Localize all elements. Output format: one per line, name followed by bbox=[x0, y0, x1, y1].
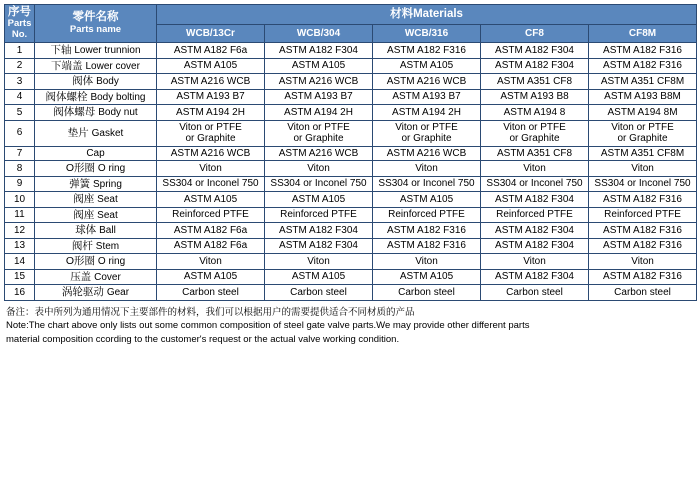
row-index: 15 bbox=[5, 269, 35, 285]
part-name-en: Lower trunnion bbox=[74, 45, 141, 57]
row-material-value bbox=[481, 120, 589, 146]
row-material-value bbox=[373, 254, 481, 270]
material-text: Reinforced PTFE bbox=[496, 209, 573, 221]
part-name-en: Body nut bbox=[98, 107, 138, 119]
row-material-value bbox=[481, 146, 589, 161]
row-material-value bbox=[373, 192, 481, 208]
note-line-en-2: material composition ccording to the customer's request or the actual valve working condition. bbox=[6, 334, 400, 346]
row-material-value bbox=[589, 120, 697, 146]
part-name-en: Seat bbox=[97, 194, 118, 206]
material-text: ASTM A182 F304 bbox=[495, 240, 574, 252]
row-index: 12 bbox=[5, 223, 35, 239]
material-text: Viton or PTFE bbox=[395, 121, 458, 133]
material-text: ASTM A182 F304 bbox=[495, 271, 574, 283]
row-material-value bbox=[589, 105, 697, 121]
material-text: ASTM A182 F316 bbox=[603, 44, 682, 56]
material-text: ASTM A182 F304 bbox=[495, 224, 574, 236]
part-name-en: Gear bbox=[106, 287, 130, 299]
table-row bbox=[5, 161, 697, 177]
part-name-cn: 压盖 bbox=[70, 270, 95, 283]
table-row bbox=[5, 89, 697, 105]
material-text: ASTM A193 B7 bbox=[284, 91, 353, 103]
row-material-value bbox=[481, 269, 589, 285]
material-text: Viton bbox=[631, 162, 654, 174]
part-name-cn: 阀座 bbox=[73, 193, 98, 206]
material-text: Viton or PTFE bbox=[287, 121, 350, 133]
row-material-value bbox=[157, 161, 265, 177]
material-text: SS304 or Inconel 750 bbox=[270, 178, 367, 190]
material-text: Reinforced PTFE bbox=[172, 209, 249, 221]
part-name-en: Stem bbox=[95, 240, 120, 252]
row-part-name bbox=[35, 223, 157, 239]
row-part-name bbox=[35, 161, 157, 177]
part-name-cn: 阀体螺母 bbox=[53, 106, 99, 119]
material-text: ASTM A182 F6a bbox=[173, 224, 248, 236]
row-material-value bbox=[265, 74, 373, 90]
material-text: ASTM A182 F316 bbox=[603, 193, 682, 205]
material-text: ASTM A351 CF8 bbox=[496, 75, 573, 87]
header-index bbox=[5, 5, 35, 43]
part-name-en: Gasket bbox=[91, 127, 124, 139]
material-text: SS304 or Inconel 750 bbox=[594, 178, 691, 190]
material-text: Carbon steel bbox=[182, 286, 239, 298]
row-material-value bbox=[265, 161, 373, 177]
header-col-wcb-13cr: WCB/13Cr bbox=[157, 25, 265, 43]
material-text: Reinforced PTFE bbox=[604, 209, 681, 221]
material-text: ASTM A193 B8M bbox=[604, 91, 681, 103]
part-name-cn: 弹簧 bbox=[69, 177, 93, 190]
material-text: Carbon steel bbox=[290, 286, 347, 298]
row-material-value bbox=[481, 238, 589, 254]
material-text: ASTM A182 F304 bbox=[495, 193, 574, 205]
part-name-cn: 下轴 bbox=[50, 44, 75, 57]
material-text: SS304 or Inconel 750 bbox=[162, 178, 259, 190]
row-material-value bbox=[481, 192, 589, 208]
material-text: ASTM A182 F316 bbox=[603, 271, 682, 283]
table-row bbox=[5, 238, 697, 254]
material-text: ASTM A105 bbox=[183, 271, 238, 283]
row-material-value bbox=[265, 120, 373, 146]
row-index: 2 bbox=[5, 58, 35, 74]
material-text: ASTM A351 CF8 bbox=[496, 147, 573, 159]
header-col-wcb-304: WCB/304 bbox=[265, 25, 373, 43]
row-index: 6 bbox=[5, 120, 35, 146]
material-text: ASTM A182 F316 bbox=[603, 224, 682, 236]
material-text: ASTM A182 F304 bbox=[495, 44, 574, 56]
row-material-value bbox=[481, 161, 589, 177]
part-name-cn: 阀杆 bbox=[71, 239, 96, 252]
material-text: ASTM A182 F304 bbox=[279, 44, 358, 56]
row-material-value bbox=[481, 207, 589, 223]
row-index: 9 bbox=[5, 176, 35, 192]
row-index: 1 bbox=[5, 43, 35, 59]
header-index-cn: 序号 bbox=[8, 6, 31, 18]
row-material-value bbox=[589, 43, 697, 59]
row-part-name bbox=[35, 269, 157, 285]
material-text: Viton bbox=[415, 162, 438, 174]
row-part-name bbox=[35, 146, 157, 161]
table-body bbox=[5, 43, 697, 301]
row-material-value bbox=[265, 43, 373, 59]
material-text: ASTM A105 bbox=[399, 60, 454, 72]
row-index: 8 bbox=[5, 161, 35, 177]
table-row bbox=[5, 146, 697, 161]
row-material-value bbox=[481, 74, 589, 90]
table-row bbox=[5, 74, 697, 90]
header-materials-group: 材料Materials bbox=[157, 5, 697, 25]
row-material-value bbox=[265, 223, 373, 239]
row-material-value bbox=[589, 89, 697, 105]
material-text: Viton or PTFE bbox=[503, 121, 566, 133]
row-material-value bbox=[373, 105, 481, 121]
row-material-value bbox=[589, 74, 697, 90]
row-index: 5 bbox=[5, 105, 35, 121]
table-row bbox=[5, 269, 697, 285]
material-text: Carbon steel bbox=[398, 286, 455, 298]
material-text: ASTM A182 F304 bbox=[495, 60, 574, 72]
row-index: 10 bbox=[5, 192, 35, 208]
row-material-value bbox=[265, 285, 373, 301]
material-text: ASTM A193 B7 bbox=[392, 91, 461, 103]
part-name-cn: O形圈 bbox=[65, 162, 98, 175]
row-part-name bbox=[35, 89, 157, 105]
table-row bbox=[5, 285, 697, 301]
material-text: Viton bbox=[307, 255, 330, 267]
part-name-en: Cap bbox=[86, 147, 105, 159]
header-col-cf8m: CF8M bbox=[589, 25, 697, 43]
row-material-value bbox=[157, 105, 265, 121]
row-material-value bbox=[157, 43, 265, 59]
row-material-value bbox=[373, 269, 481, 285]
row-part-name bbox=[35, 176, 157, 192]
material-text: Reinforced PTFE bbox=[388, 209, 465, 221]
row-part-name bbox=[35, 238, 157, 254]
row-material-value bbox=[265, 105, 373, 121]
row-part-name bbox=[35, 74, 157, 90]
row-material-value bbox=[373, 223, 481, 239]
row-material-value bbox=[481, 43, 589, 59]
material-text: Viton or PTFE bbox=[611, 121, 674, 133]
row-part-name bbox=[35, 58, 157, 74]
part-name-cn: 下端盖 bbox=[51, 59, 86, 72]
row-material-value bbox=[373, 74, 481, 90]
header-col-wcb-316: WCB/316 bbox=[373, 25, 481, 43]
part-name-en: Cover bbox=[94, 271, 121, 283]
row-part-name bbox=[35, 43, 157, 59]
row-part-name bbox=[35, 120, 157, 146]
header-col-cf8: CF8 bbox=[481, 25, 589, 43]
row-material-value bbox=[265, 207, 373, 223]
material-text: SS304 or Inconel 750 bbox=[486, 178, 583, 190]
table-row bbox=[5, 207, 697, 223]
row-part-name bbox=[35, 254, 157, 270]
part-name-cn: 阀体 bbox=[72, 75, 97, 88]
part-name-cn: 球体 bbox=[75, 224, 100, 237]
row-index: 11 bbox=[5, 207, 35, 223]
row-material-value bbox=[373, 238, 481, 254]
row-material-value bbox=[589, 176, 697, 192]
row-material-value bbox=[589, 223, 697, 239]
row-index: 16 bbox=[5, 285, 35, 301]
row-material-value bbox=[481, 89, 589, 105]
row-material-value bbox=[157, 192, 265, 208]
material-text: ASTM A105 bbox=[183, 193, 238, 205]
row-material-value bbox=[481, 176, 589, 192]
row-material-value bbox=[157, 269, 265, 285]
row-index: 13 bbox=[5, 238, 35, 254]
row-material-value bbox=[589, 269, 697, 285]
material-text: ASTM A105 bbox=[399, 193, 454, 205]
row-material-value bbox=[373, 58, 481, 74]
material-text: ASTM A182 F316 bbox=[603, 60, 682, 72]
material-text: ASTM A216 WCB bbox=[170, 147, 251, 159]
material-text: ASTM A216 WCB bbox=[278, 75, 359, 87]
part-name-en: Seat bbox=[97, 209, 118, 221]
row-material-value bbox=[265, 192, 373, 208]
row-material-value bbox=[373, 161, 481, 177]
part-name-cn: 阀体螺栓 bbox=[45, 90, 91, 103]
material-text: Viton bbox=[523, 255, 546, 267]
material-text: Viton bbox=[631, 255, 654, 267]
part-name-cn: 阀座 bbox=[73, 208, 98, 221]
part-name-en: O ring bbox=[97, 256, 126, 268]
material-text: ASTM A351 CF8M bbox=[600, 147, 685, 159]
part-name-en: Body bbox=[96, 76, 119, 88]
part-name-en: Lower cover bbox=[85, 60, 140, 72]
row-material-value bbox=[265, 89, 373, 105]
material-text: Reinforced PTFE bbox=[280, 209, 357, 221]
material-text: Viton bbox=[415, 255, 438, 267]
material-text: ASTM A193 B7 bbox=[176, 91, 245, 103]
material-text: ASTM A105 bbox=[291, 60, 346, 72]
part-name-en: Ball bbox=[99, 225, 116, 237]
material-text: or Graphite bbox=[185, 133, 236, 145]
header-partname-en: Parts name bbox=[69, 23, 122, 35]
row-material-value bbox=[373, 207, 481, 223]
row-material-value bbox=[589, 254, 697, 270]
row-material-value bbox=[157, 74, 265, 90]
row-material-value bbox=[157, 58, 265, 74]
table-header bbox=[5, 5, 697, 43]
table-row bbox=[5, 192, 697, 208]
material-text: ASTM A194 2H bbox=[284, 106, 353, 118]
material-text: ASTM A216 WCB bbox=[386, 75, 467, 87]
material-text: ASTM A105 bbox=[291, 271, 346, 283]
materials-table bbox=[4, 4, 697, 301]
material-text: ASTM A182 F316 bbox=[387, 240, 466, 252]
row-material-value bbox=[481, 58, 589, 74]
material-text: Viton or PTFE bbox=[179, 121, 242, 133]
material-text: ASTM A105 bbox=[183, 60, 238, 72]
header-row-top bbox=[5, 5, 697, 25]
material-text: or Graphite bbox=[617, 133, 668, 145]
material-text: ASTM A193 B8 bbox=[500, 91, 569, 103]
material-text: ASTM A182 F6a bbox=[173, 240, 248, 252]
row-material-value bbox=[157, 120, 265, 146]
row-material-value bbox=[373, 176, 481, 192]
row-material-value bbox=[589, 285, 697, 301]
row-material-value bbox=[589, 207, 697, 223]
note-line-cn: 备注：表中所列为通用情况下主要部件的材料，我们可以根据用户的需要提供适合不同材质的产品 bbox=[6, 306, 415, 318]
row-material-value bbox=[589, 192, 697, 208]
row-material-value bbox=[373, 89, 481, 105]
material-text: Carbon steel bbox=[506, 286, 563, 298]
row-material-value bbox=[157, 176, 265, 192]
row-index: 4 bbox=[5, 89, 35, 105]
table-row bbox=[5, 105, 697, 121]
row-material-value bbox=[265, 254, 373, 270]
material-text: Viton bbox=[307, 162, 330, 174]
row-material-value bbox=[373, 43, 481, 59]
material-text: Viton bbox=[199, 255, 222, 267]
part-name-en: O ring bbox=[97, 163, 126, 175]
row-material-value bbox=[265, 146, 373, 161]
part-name-cn: 涡轮驱动 bbox=[61, 286, 107, 299]
table-row bbox=[5, 120, 697, 146]
material-text: ASTM A182 F304 bbox=[279, 224, 358, 236]
material-text: Viton bbox=[199, 162, 222, 174]
material-text: or Graphite bbox=[509, 133, 560, 145]
material-text: ASTM A194 8M bbox=[607, 106, 678, 118]
header-partname-cn: 零件名称 bbox=[72, 11, 119, 24]
row-material-value bbox=[157, 223, 265, 239]
header-index-en: Parts No. bbox=[7, 18, 32, 41]
table-row bbox=[5, 254, 697, 270]
part-name-cn: O形圈 bbox=[65, 255, 98, 268]
row-material-value bbox=[265, 238, 373, 254]
row-material-value bbox=[157, 89, 265, 105]
row-index: 7 bbox=[5, 146, 35, 161]
material-text: ASTM A194 2H bbox=[392, 106, 461, 118]
row-material-value bbox=[157, 238, 265, 254]
note-line-en-1: Note:The chart above only lists out some common composition of steel gate valve parts.We may provide other different parts bbox=[6, 320, 530, 332]
material-text: or Graphite bbox=[293, 133, 344, 145]
material-text: SS304 or Inconel 750 bbox=[378, 178, 475, 190]
row-material-value bbox=[373, 146, 481, 161]
row-material-value bbox=[589, 146, 697, 161]
material-text: ASTM A351 CF8M bbox=[600, 75, 685, 87]
material-text: ASTM A105 bbox=[399, 271, 454, 283]
row-material-value bbox=[157, 146, 265, 161]
row-part-name bbox=[35, 285, 157, 301]
row-material-value bbox=[481, 223, 589, 239]
material-text: ASTM A194 8 bbox=[503, 106, 566, 118]
row-material-value bbox=[589, 238, 697, 254]
material-text: ASTM A105 bbox=[291, 193, 346, 205]
table-row bbox=[5, 43, 697, 59]
part-name-en: Body bolting bbox=[90, 91, 146, 103]
row-material-value bbox=[589, 58, 697, 74]
row-material-value bbox=[265, 269, 373, 285]
row-material-value bbox=[481, 254, 589, 270]
material-text: ASTM A194 2H bbox=[176, 106, 245, 118]
row-material-value bbox=[265, 176, 373, 192]
row-material-value bbox=[373, 120, 481, 146]
row-material-value bbox=[373, 285, 481, 301]
row-material-value bbox=[481, 105, 589, 121]
header-partname bbox=[35, 5, 157, 43]
material-text: ASTM A182 F6a bbox=[173, 44, 248, 56]
row-material-value bbox=[589, 161, 697, 177]
row-material-value bbox=[157, 254, 265, 270]
row-index: 14 bbox=[5, 254, 35, 270]
table-row bbox=[5, 58, 697, 74]
table-row bbox=[5, 176, 697, 192]
material-text: ASTM A216 WCB bbox=[278, 147, 359, 159]
row-part-name bbox=[35, 105, 157, 121]
row-material-value bbox=[265, 58, 373, 74]
material-text: ASTM A182 F316 bbox=[603, 240, 682, 252]
material-text: ASTM A182 F304 bbox=[279, 240, 358, 252]
material-text: Viton bbox=[523, 162, 546, 174]
material-text: Carbon steel bbox=[614, 286, 671, 298]
material-text: ASTM A182 F316 bbox=[387, 224, 466, 236]
part-name-cn: 垫片 bbox=[67, 126, 92, 139]
row-material-value bbox=[157, 207, 265, 223]
row-index: 3 bbox=[5, 74, 35, 90]
material-text: ASTM A216 WCB bbox=[170, 75, 251, 87]
material-text: ASTM A216 WCB bbox=[386, 147, 467, 159]
material-text: ASTM A182 F316 bbox=[387, 44, 466, 56]
row-material-value bbox=[481, 285, 589, 301]
notes-block bbox=[4, 306, 696, 347]
row-part-name bbox=[35, 207, 157, 223]
row-material-value bbox=[157, 285, 265, 301]
table-row bbox=[5, 223, 697, 239]
part-name-en: Spring bbox=[93, 178, 122, 190]
material-text: or Graphite bbox=[401, 133, 452, 145]
row-part-name bbox=[35, 192, 157, 208]
